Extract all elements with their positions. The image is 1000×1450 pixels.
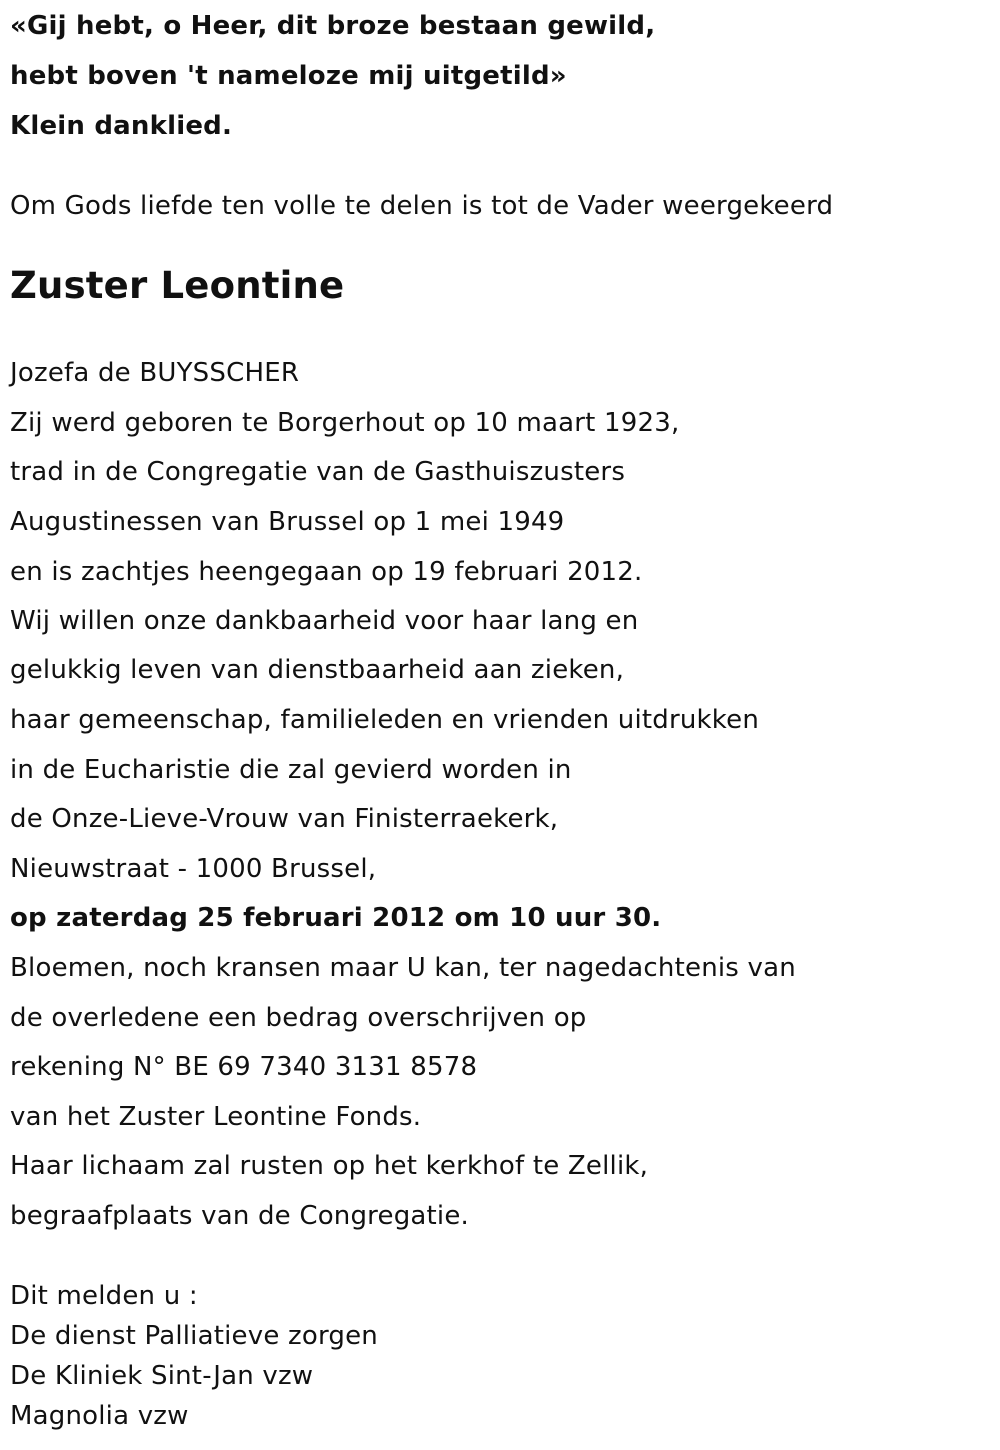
body-line: Nieuwstraat - 1000 Brussel, [10,854,377,884]
body-line: van het Zuster Leontine Fonds. [10,1102,422,1132]
body-line: Augustinessen van Brussel op 1 mei 1949 [10,507,565,537]
announced-by-heading: Dit melden u : [10,1281,198,1311]
body-line: Zij werd geboren te Borgerhout op 10 maart 1923, [10,408,680,438]
announcer: De dienst Palliatieve zorgen [10,1321,378,1351]
body-line: Haar lichaam zal rusten op het kerkhof te Zellik, [10,1151,649,1181]
body-line: de Onze-Lieve-Vrouw van Finisterraekerk, [10,804,559,834]
body-line: in de Eucharistie die zal gevierd worden in [10,755,572,785]
deceased-name: Zuster Leontine [10,264,345,307]
intro-text: Om Gods liefde ten volle te delen is tot de Vader weergekeerd [10,191,834,221]
body-line: Wij willen onze dankbaarheid voor haar lang en [10,606,639,636]
body-line: haar gemeenschap, familieleden en vrienden uitdrukken [10,705,760,735]
quote-line-2: hebt boven 't nameloze mij uitgetild» [10,61,567,91]
body-line: Jozefa de BUYSSCHER [10,358,300,388]
body-line: trad in de Congregatie van de Gasthuiszusters [10,457,626,487]
announcer: De Kliniek Sint-Jan vzw [10,1361,314,1391]
ceremony-date: op zaterdag 25 februari 2012 om 10 uur 30. [10,903,662,933]
body-line: gelukkig leven van dienstbaarheid aan zieken, [10,655,625,685]
bank-account-line: rekening N° BE 69 7340 3131 8578 [10,1052,478,1082]
body-line: de overledene een bedrag overschrijven op [10,1003,587,1033]
body-line: en is zachtjes heengegaan op 19 februari 2012. [10,557,643,587]
announcer: Magnolia vzw [10,1401,189,1431]
quote-source: Klein danklied. [10,111,233,141]
quote-line-1: «Gij hebt, o Heer, dit broze bestaan gewild, [10,11,656,41]
body-line: Bloemen, noch kransen maar U kan, ter nagedachtenis van [10,953,796,983]
body-line: begraafplaats van de Congregatie. [10,1201,470,1231]
